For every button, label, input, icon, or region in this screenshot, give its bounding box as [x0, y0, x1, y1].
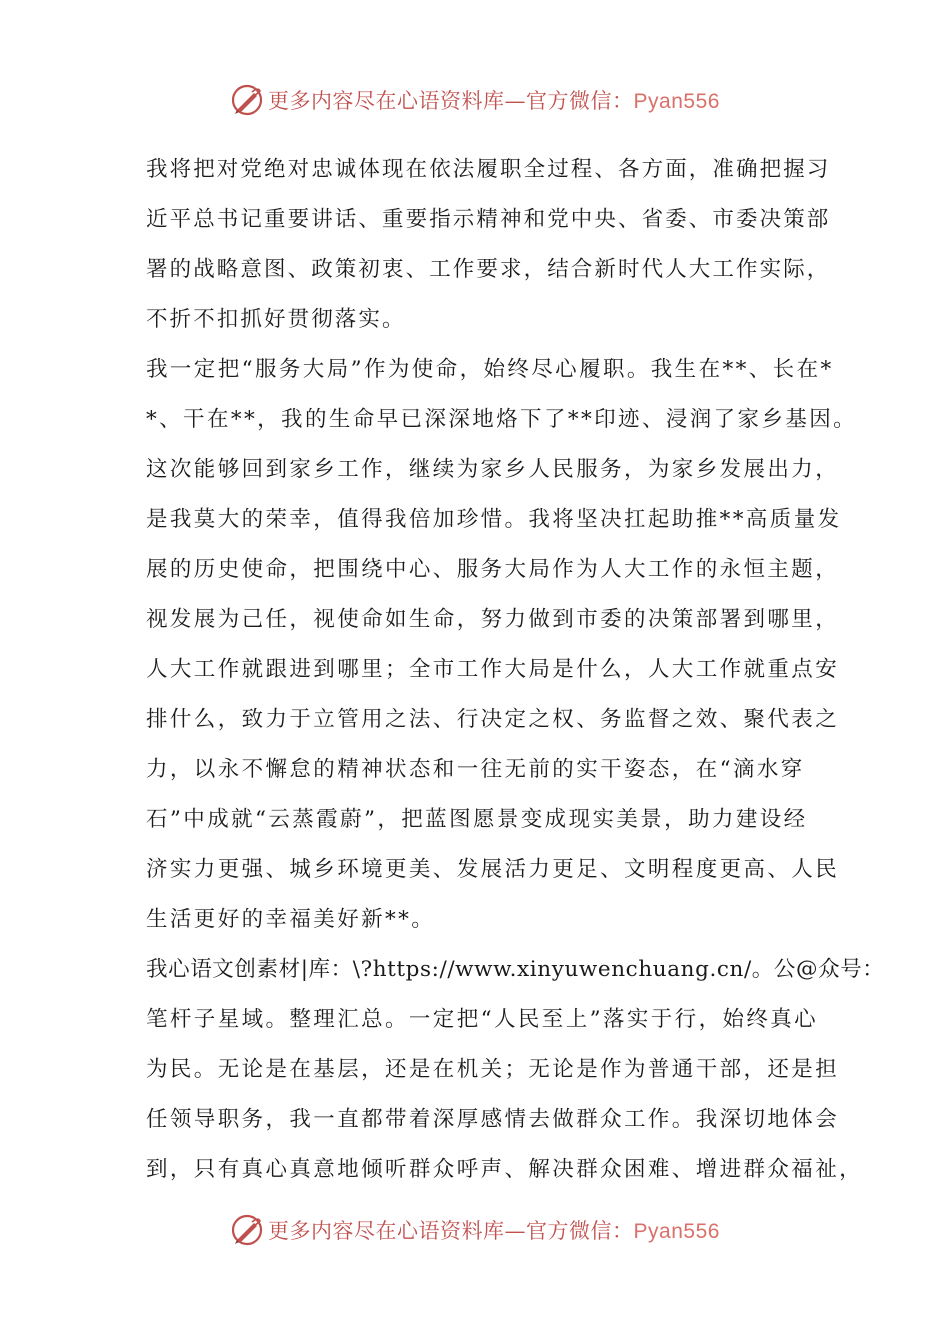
body-line: 力，以永不懈怠的精神状态和一往无前的实干姿态，在“滴水穿 — [146, 757, 805, 782]
body-line: 这次能够回到家乡工作，继续为家乡人民服务，为家乡发展出力， — [146, 457, 840, 482]
body-line: 我将把对党绝对忠诚体现在依法履职全过程、各方面，准确把握习 — [146, 157, 831, 182]
body-line: 人大工作就跟进到哪里；全市工作大局是什么，人大工作就重点安 — [146, 657, 840, 682]
footer-banner — [0, 1210, 950, 1250]
body-line: 署的战略意图、政策初衷、工作要求，结合新时代人大工作实际， — [146, 257, 831, 282]
body-line: 为民。无论是在基层，还是在机关；无论是作为普通干部，还是担 — [146, 1057, 840, 1082]
document-body — [146, 152, 885, 1202]
body-line: 排什么，致力于立管用之法、行决定之权、务监督之效、聚代表之 — [146, 707, 840, 732]
pen-logo-icon — [230, 1213, 264, 1247]
body-line: 近平总书记重要讲话、重要指示精神和党中央、省委、市委决策部 — [146, 207, 831, 232]
body-line: 生活更好的幸福美好新**。 — [146, 907, 436, 932]
body-line: 石”中成就“云蒸霞蔚”，把蓝图愿景变成现实美景，助力建设经 — [146, 807, 808, 832]
body-line: 任领导职务，我一直都带着深厚感情去做群众工作。我深切地体会 — [146, 1107, 840, 1132]
banner-text: 更多内容尽在心语资料库—官方微信：Pyan556 — [268, 89, 720, 113]
body-line: 是我莫大的荣幸，值得我倍加珍惜。我将坚决扛起助推**高质量发 — [146, 507, 842, 532]
body-line: 济实力更强、城乡环境更美、发展活力更足、文明程度更高、人民 — [146, 857, 840, 882]
banner-text: 更多内容尽在心语资料库—官方微信：Pyan556 — [268, 1219, 720, 1243]
body-line: 不折不扣抓好贯彻落实。 — [146, 307, 406, 332]
pen-logo-icon — [230, 83, 264, 117]
body-line: 我一定把“服务大局”作为使命，始终尽心履职。我生在**、长在* — [146, 357, 834, 382]
body-line: *、干在**，我的生命早已深深地烙下了**印迹、浸润了家乡基因。 — [146, 407, 858, 432]
header-banner — [0, 80, 950, 120]
body-line: 笔杆子星域。整理汇总。一定把“人民至上”落实于行，始终真心 — [146, 1007, 819, 1032]
body-line: 到，只有真心真意地倾听群众呼声、解决群众困难、增进群众福祉， — [146, 1157, 864, 1182]
body-line-link: 我心语文创素材|库：\?https://www.xinyuwenchuang.cn/。公@众号： — [146, 957, 885, 982]
body-line: 视发展为己任，视使命如生命，努力做到市委的决策部署到哪里， — [146, 607, 840, 632]
body-line: 展的历史使命，把围绕中心、服务大局作为人大工作的永恒主题， — [146, 557, 840, 582]
